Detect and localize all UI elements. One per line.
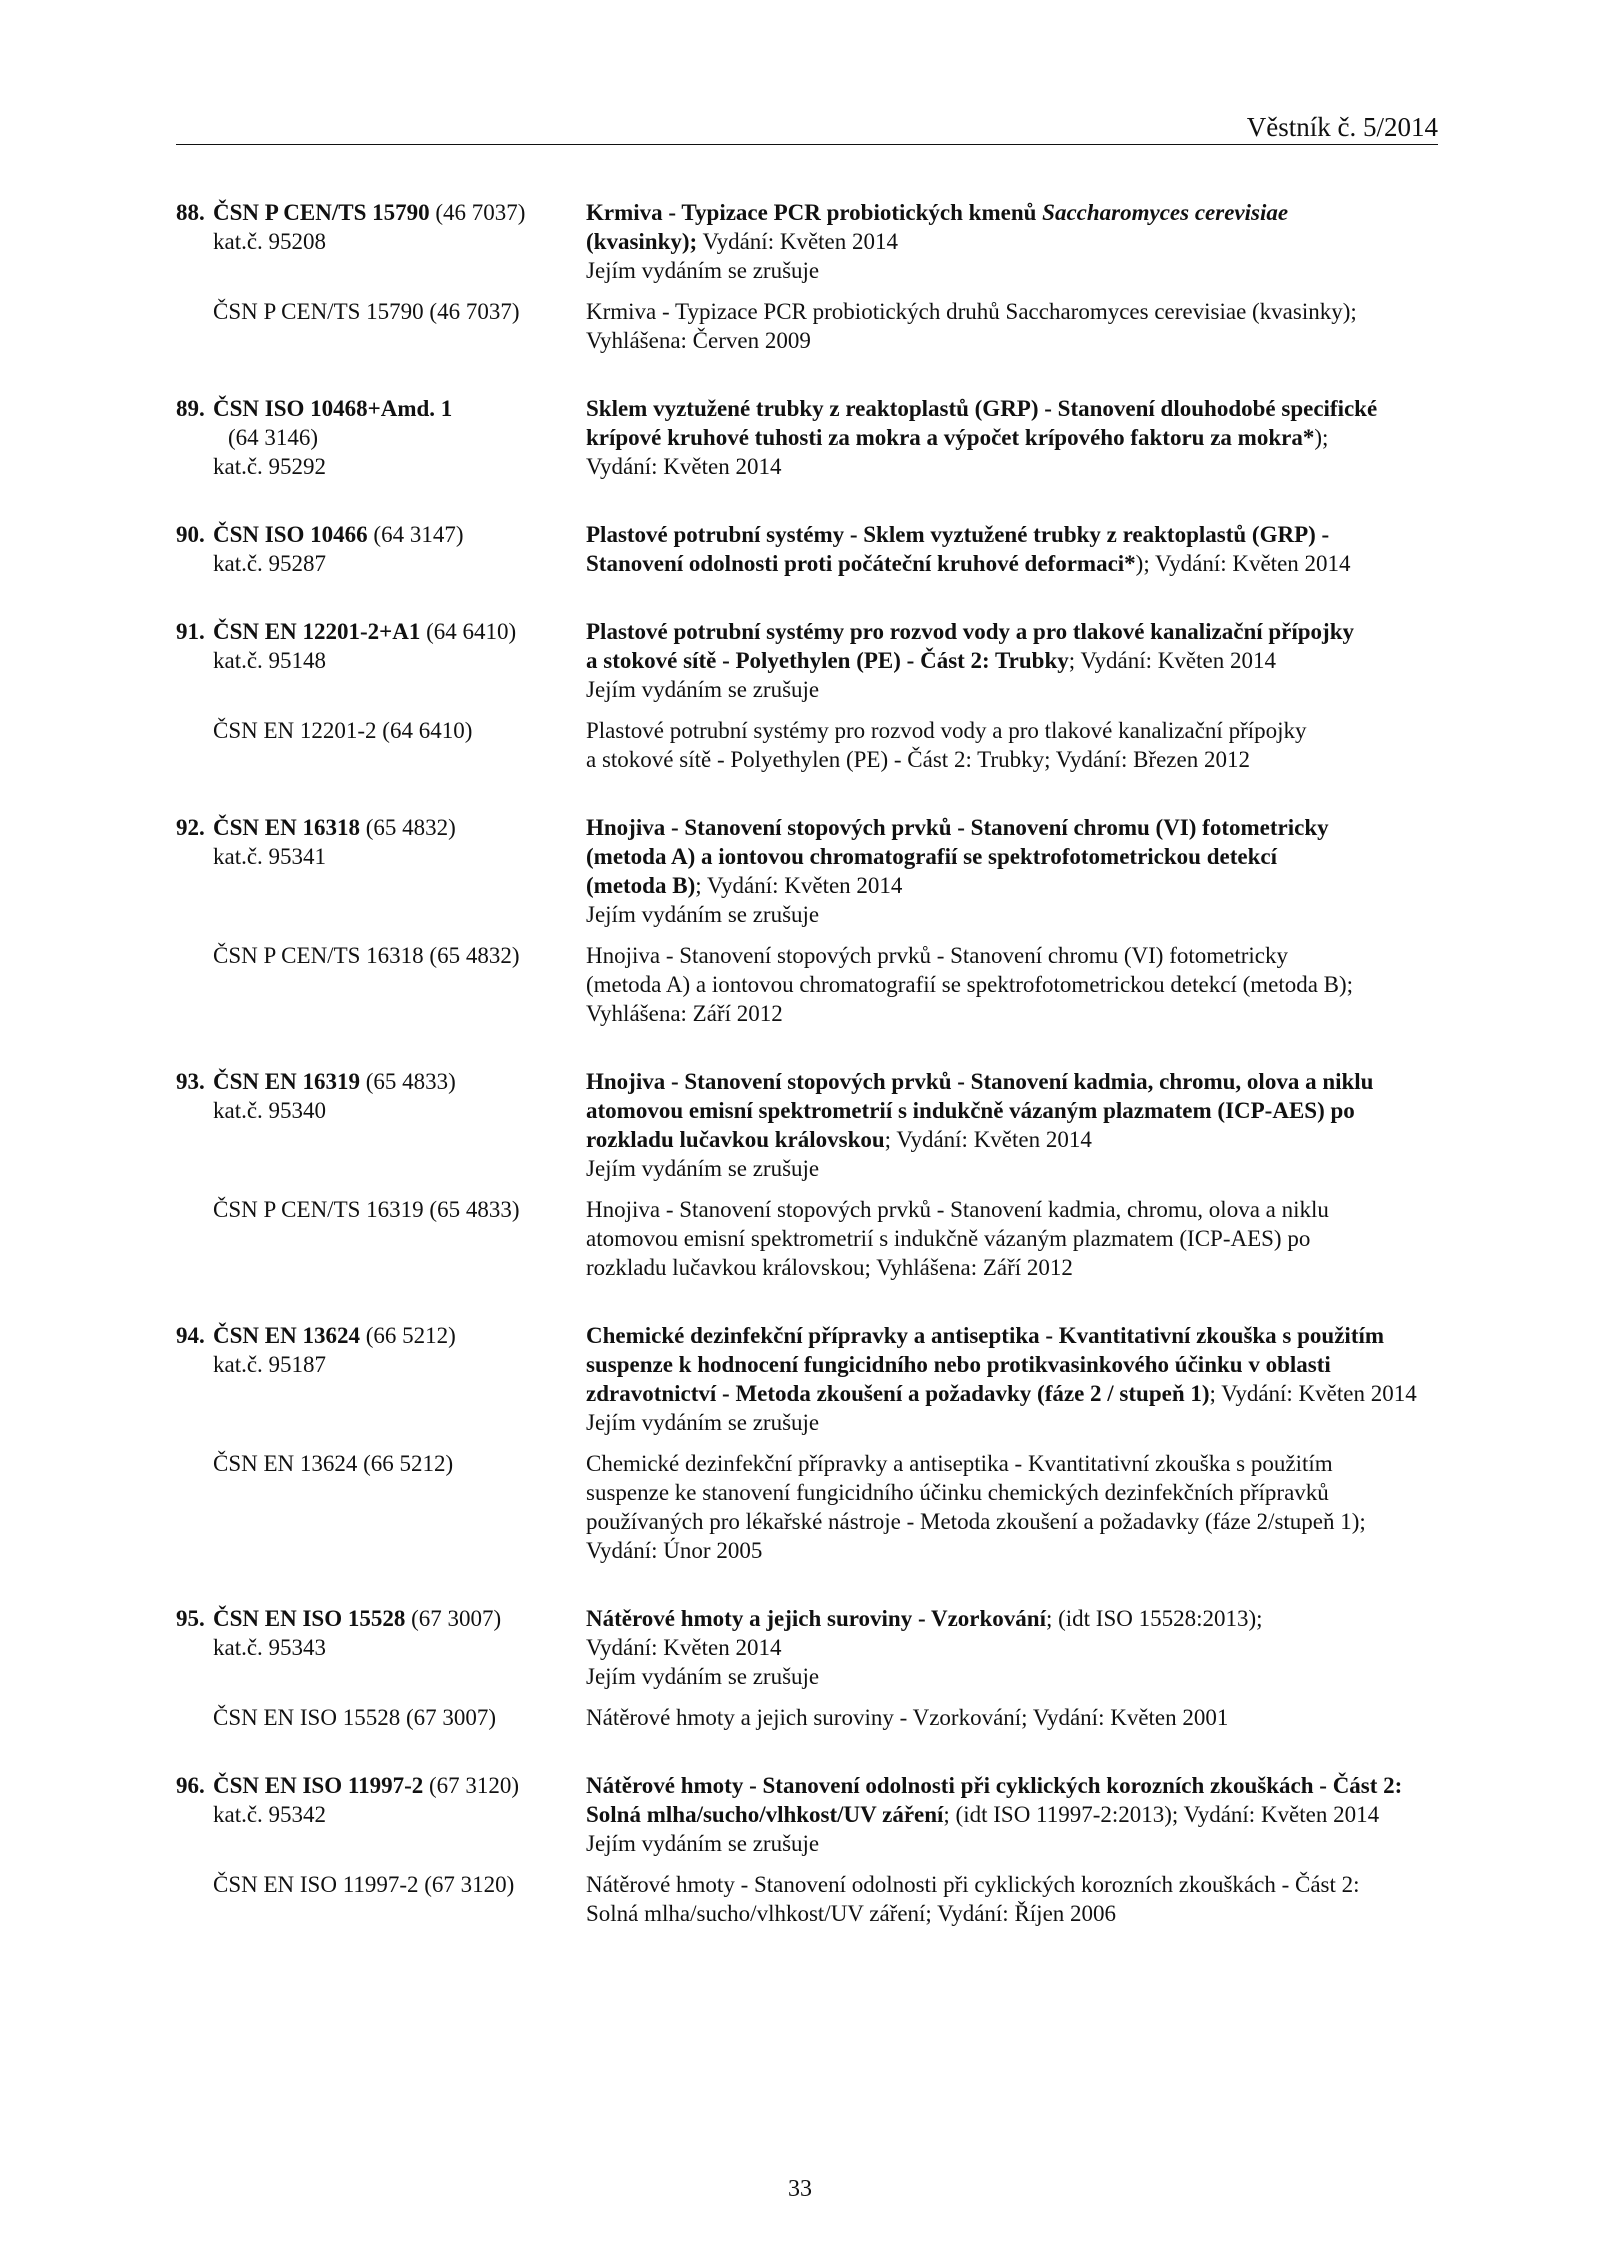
issue-date: Vydání: Květen 2014 — [697, 229, 899, 254]
title-text: Sklem vyztužené trubky z reaktoplastů (GRP) - Stanovení dlouhodobé specifické — [586, 396, 1378, 421]
cancels-note: Jejím vydáním se zrušuje — [586, 902, 820, 927]
replaced-standard-code: ČSN EN ISO 15528 (67 3007) — [213, 1705, 497, 1730]
issue-date: ; Vydání: Květen 2014 — [884, 1127, 1092, 1152]
standard-entry-93 — [0, 1067, 1600, 1282]
standard-title — [586, 617, 1446, 704]
catalog-number: kat.č. 95341 — [213, 844, 327, 869]
replaced-standard-title — [586, 941, 1446, 1028]
standards-list — [0, 198, 1600, 1967]
title-text: a stokové sítě - Polyethylen (PE) - Část 2: Trubky — [586, 648, 1069, 673]
standard-entry-91 — [0, 617, 1600, 774]
header-rule — [176, 144, 1438, 145]
replaced-title-line: Vyhlášena: Září 2012 — [586, 1001, 783, 1026]
standard-code: ČSN ISO 10466 — [213, 522, 368, 547]
standard-title — [586, 1067, 1446, 1183]
title-text: rozkladu lučavkou královskou — [586, 1127, 885, 1152]
replaced-standard-code: ČSN P CEN/TS 15790 (46 7037) — [213, 299, 520, 324]
issue-date: ; (idt ISO 11997-2:2013); Vydání: Květen 2014 — [943, 1802, 1380, 1827]
replaced-title-line: Hnojiva - Stanovení stopových prvků - Stanovení kadmia, chromu, olova a niklu — [586, 1197, 1329, 1222]
standard-code: ČSN EN 13624 — [213, 1323, 360, 1348]
cancels-note: Jejím vydáním se zrušuje — [586, 1831, 820, 1856]
title-text: (kvasinky); — [586, 229, 698, 254]
catalog-number: kat.č. 95340 — [213, 1098, 327, 1123]
replaced-standard-title — [586, 1449, 1446, 1565]
cancels-note: Jejím vydáním se zrušuje — [586, 1664, 820, 1689]
cancels-note: Jejím vydáním se zrušuje — [586, 677, 820, 702]
catalog-number: kat.č. 95343 — [213, 1635, 327, 1660]
standard-title — [586, 813, 1446, 929]
title-text: krípové kruhové tuhosti za mokra a výpočet krípového faktoru za mokra* — [586, 425, 1315, 450]
standard-id — [0, 198, 586, 285]
replaced-title-line: Hnojiva - Stanovení stopových prvků - Stanovení chromu (VI) fotometricky — [586, 943, 1288, 968]
title-text: zdravotnictví - Metoda zkoušení a požadavky (fáze 2 / stupeň 1) — [586, 1381, 1210, 1406]
cancels-note: Jejím vydáním se zrušuje — [586, 1156, 820, 1181]
class-code: (65 4832) — [359, 815, 456, 840]
standard-id — [0, 1067, 586, 1183]
class-code: (64 3147) — [367, 522, 464, 547]
standard-entry-94 — [0, 1321, 1600, 1565]
standard-code: ČSN P CEN/TS 15790 — [213, 200, 430, 225]
replaced-title-line: používaných pro lékařské nástroje - Metoda zkoušení a požadavky (fáze 2/stupeň 1); — [586, 1509, 1366, 1534]
bulletin-title: Věstník č. 5/2014 — [1246, 112, 1438, 142]
replaced-standard-code: ČSN EN 12201-2 (64 6410) — [213, 718, 473, 743]
class-code: (64 3146) — [228, 425, 319, 450]
standard-id — [0, 394, 586, 481]
standard-title — [586, 198, 1446, 285]
standard-entry-90 — [0, 520, 1600, 578]
entry-number: 89. — [176, 396, 205, 421]
replaced-title-line: Nátěrové hmoty - Stanovení odolnosti při cyklických korozních zkouškách - Část 2: — [586, 1872, 1360, 1897]
replaced-standard-code: ČSN P CEN/TS 16319 (65 4833) — [213, 1197, 520, 1222]
class-code: (67 3120) — [423, 1773, 520, 1798]
title-text: (metoda A) a iontovou chromatografií se spektrofotometrickou detekcí — [586, 844, 1277, 869]
entry-number: 95. — [176, 1606, 205, 1631]
title-text: Krmiva - Typizace PCR probiotických kmenů — [586, 200, 1043, 225]
class-code: (65 4833) — [359, 1069, 456, 1094]
standard-code: ČSN EN 12201-2+A1 — [213, 619, 421, 644]
replaced-title-line: rozkladu lučavkou královskou; Vyhlášena: Září 2012 — [586, 1255, 1073, 1280]
replaced-title-line: Vyhlášena: Červen 2009 — [586, 328, 811, 353]
replaced-standard-code: ČSN P CEN/TS 16318 (65 4832) — [213, 943, 520, 968]
class-code: (67 3007) — [405, 1606, 502, 1631]
standard-entry-88 — [0, 198, 1600, 355]
entry-number: 92. — [176, 815, 205, 840]
standard-code: ČSN EN 16319 — [213, 1069, 360, 1094]
standard-id — [0, 1604, 586, 1691]
replaced-standard-title — [586, 1703, 1446, 1732]
title-text: Plastové potrubní systémy - Sklem vyztužené trubky z reaktoplastů (GRP) - — [586, 522, 1330, 547]
cancels-note: Jejím vydáním se zrušuje — [586, 1410, 820, 1435]
standard-code: ČSN ISO 10468+Amd. 1 — [213, 396, 453, 421]
standard-entry-95 — [0, 1604, 1600, 1732]
class-code: (64 6410) — [420, 619, 517, 644]
replaced-title-line: (metoda A) a iontovou chromatografií se spektrofotometrickou detekcí (metoda B); — [586, 972, 1354, 997]
title-suffix: ); — [1314, 425, 1329, 450]
title-text: Solná mlha/sucho/vlhkost/UV záření — [586, 1802, 944, 1827]
catalog-number: kat.č. 95342 — [213, 1802, 327, 1827]
class-code: (66 5212) — [359, 1323, 456, 1348]
title-text: (metoda B) — [586, 873, 696, 898]
title-text: Hnojiva - Stanovení stopových prvků - Stanovení chromu (VI) fotometricky — [586, 815, 1329, 840]
standard-title — [586, 1771, 1446, 1858]
class-code: (46 7037) — [429, 200, 526, 225]
standard-id — [0, 813, 586, 929]
entry-number: 93. — [176, 1069, 205, 1094]
issue-date: ; Vydání: Květen 2014 — [1068, 648, 1276, 673]
replaced-title-line: a stokové sítě - Polyethylen (PE) - Část 2: Trubky; Vydání: Březen 2012 — [586, 747, 1250, 772]
standard-code: ČSN EN ISO 11997-2 — [213, 1773, 424, 1798]
replaced-title-line: atomovou emisní spektrometrií s indukčně vázaným plazmatem (ICP-AES) po — [586, 1226, 1311, 1251]
title-text: Nátěrové hmoty - Stanovení odolnosti při cyklických korozních zkouškách - Část 2: — [586, 1773, 1403, 1798]
page-number: 33 — [788, 2176, 812, 2202]
standard-title — [586, 1604, 1446, 1691]
title-suffix: ; (idt ISO 15528:2013); — [1045, 1606, 1263, 1631]
standard-title — [586, 1321, 1446, 1437]
entry-number: 88. — [176, 200, 205, 225]
entry-number: 90. — [176, 522, 205, 547]
standard-code: ČSN EN ISO 15528 — [213, 1606, 406, 1631]
standard-code: ČSN EN 16318 — [213, 815, 360, 840]
standard-entry-89 — [0, 394, 1600, 481]
replaced-title-line: Chemické dezinfekční přípravky a antiseptika - Kvantitativní zkouška s použitím — [586, 1451, 1333, 1476]
entry-number: 94. — [176, 1323, 205, 1348]
issue-date: Vydání: Květen 2014 — [586, 454, 782, 479]
cancels-note: Jejím vydáním se zrušuje — [586, 258, 820, 283]
entry-number: 91. — [176, 619, 205, 644]
standard-id — [0, 1321, 586, 1437]
standard-id — [0, 520, 586, 578]
replaced-title-line: Solná mlha/sucho/vlhkost/UV záření; Vydání: Říjen 2006 — [586, 1901, 1117, 1926]
issue-date: ; Vydání: Květen 2014 — [695, 873, 903, 898]
issue-date: ); Vydání: Květen 2014 — [1135, 551, 1351, 576]
entry-number: 96. — [176, 1773, 205, 1798]
title-text: Plastové potrubní systémy pro rozvod vody a pro tlakové kanalizační přípojky — [586, 619, 1355, 644]
replaced-standard-title — [586, 716, 1446, 774]
title-italic-text: Saccharomyces cerevisiae — [1042, 200, 1289, 225]
standard-title — [586, 520, 1446, 578]
catalog-number: kat.č. 95208 — [213, 229, 327, 254]
replaced-title-line: Vydání: Únor 2005 — [586, 1538, 763, 1563]
replaced-title-line: Plastové potrubní systémy pro rozvod vody a pro tlakové kanalizační přípojky — [586, 718, 1307, 743]
standard-id — [0, 617, 586, 704]
title-text: suspenze k hodnocení fungicidního nebo protikvasinkového účinku v oblasti — [586, 1352, 1331, 1377]
title-text: Hnojiva - Stanovení stopových prvků - Stanovení kadmia, chromu, olova a niklu — [586, 1069, 1374, 1094]
title-text: Nátěrové hmoty a jejich suroviny - Vzorkování — [586, 1606, 1046, 1631]
replaced-standard-title — [586, 297, 1446, 355]
replaced-standard-title — [586, 1195, 1446, 1282]
catalog-number: kat.č. 95148 — [213, 648, 327, 673]
replaced-title-line: Krmiva - Typizace PCR probiotických druhů Saccharomyces cerevisiae (kvasinky); — [586, 299, 1357, 324]
standard-id — [0, 1771, 586, 1858]
standard-title — [586, 394, 1446, 481]
replaced-title-line: Nátěrové hmoty a jejich suroviny - Vzorkování; Vydání: Květen 2001 — [586, 1705, 1229, 1730]
title-text: Stanovení odolnosti proti počáteční kruhové deformaci* — [586, 551, 1136, 576]
replaced-standard-title — [586, 1870, 1446, 1928]
title-text: Chemické dezinfekční přípravky a antiseptika - Kvantitativní zkouška s použitím — [586, 1323, 1385, 1348]
replaced-title-line: suspenze ke stanovení fungicidního účinku chemických dezinfekčních přípravků — [586, 1480, 1329, 1505]
title-text: atomovou emisní spektrometrií s indukčně vázaným plazmatem (ICP-AES) po — [586, 1098, 1355, 1123]
catalog-number: kat.č. 95187 — [213, 1352, 327, 1377]
catalog-number: kat.č. 95292 — [213, 454, 327, 479]
catalog-number: kat.č. 95287 — [213, 551, 327, 576]
replaced-standard-code: ČSN EN ISO 11997-2 (67 3120) — [213, 1872, 515, 1897]
issue-date: Vydání: Květen 2014 — [586, 1635, 782, 1660]
replaced-standard-code: ČSN EN 13624 (66 5212) — [213, 1451, 454, 1476]
standard-entry-96 — [0, 1771, 1600, 1928]
issue-date: ; Vydání: Květen 2014 — [1209, 1381, 1417, 1406]
standard-entry-92 — [0, 813, 1600, 1028]
